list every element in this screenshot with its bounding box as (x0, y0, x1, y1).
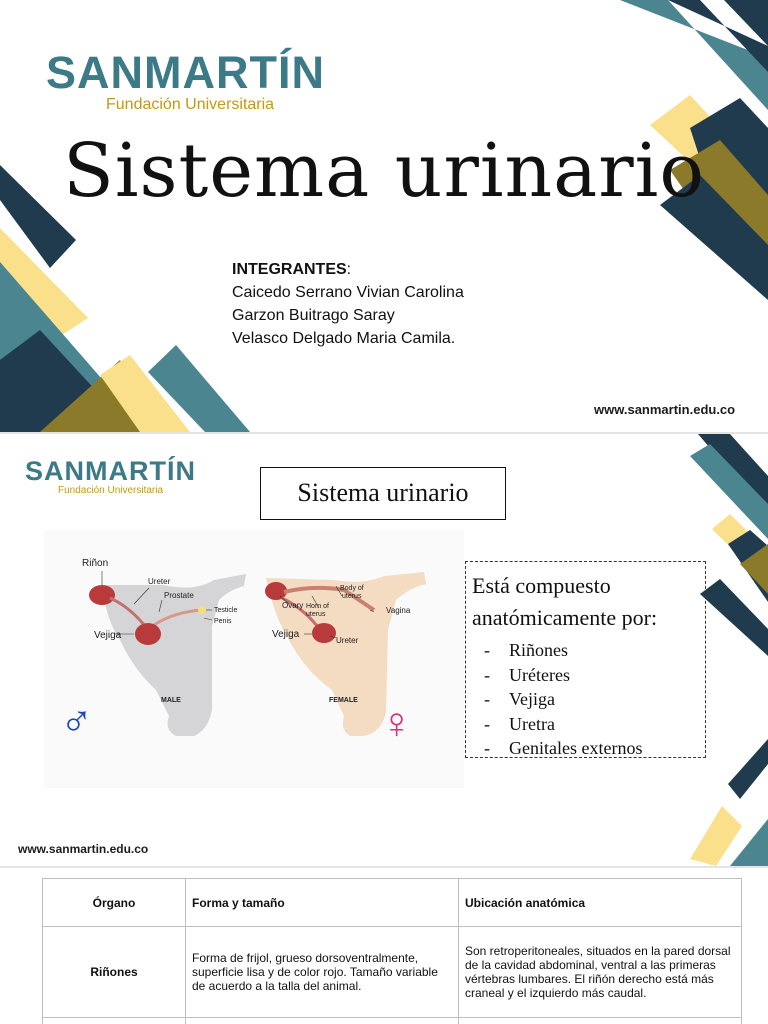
label-ureter: Ureter (148, 577, 171, 586)
list-item (484, 663, 697, 688)
organ-table-slide (0, 868, 768, 1024)
list-item (484, 638, 697, 663)
label-body-of-uterus-2: uterus (342, 593, 362, 600)
label-body-of-uterus: Body of (340, 585, 364, 592)
composition-lead: Está compuesto anatómicamente por: (472, 573, 658, 630)
member-name: Garzon Buitrago Saray (232, 307, 395, 324)
male-kidney (89, 585, 115, 605)
male-testicle (198, 606, 206, 614)
table-row (43, 927, 742, 1018)
list-dash-icon: - (484, 664, 490, 685)
brand-logo-subtitle: Fundación Universitaria (58, 485, 164, 496)
organ-item: Uretra (509, 713, 555, 734)
cell-organ: Riñones (43, 927, 186, 1018)
urinary-anatomy-diagram (44, 530, 464, 788)
label-penis: Penis (214, 618, 232, 625)
header-location: Ubicación anatómica (459, 879, 742, 927)
label-kidney: Riñon (82, 558, 109, 569)
member-name: Velasco Delgado Maria Camila. (232, 330, 456, 347)
member-name: Caicedo Serrano Vivian Carolina (232, 284, 464, 301)
brand-logo[interactable]: SANMARTÍN (46, 47, 325, 98)
label-horn-of-uterus-2: uterus (306, 611, 326, 618)
label-ureter-female: Ureter (336, 636, 359, 645)
female-bladder (312, 623, 336, 643)
organ-item: Uréteres (509, 664, 570, 685)
header-shape-size: Forma y tamaño (186, 879, 459, 927)
label-testicle: Testicle (214, 607, 238, 614)
brand-logo-subtitle: Fundación Universitaria (106, 96, 275, 113)
slide-title: Sistema urinario (260, 467, 506, 520)
title-slide (0, 0, 768, 432)
table-row (43, 1018, 742, 1024)
list-item (484, 712, 697, 737)
label-ovary: Ovary (282, 601, 304, 610)
cell-location: Son retroperitoneales, situados en la pared dorsal de la cavidad abdominal, ventral a las primeras vértebras lumbares. El riñón derecho está más craneal y el izquierdo más caudal. (459, 927, 742, 1018)
list-item (484, 736, 697, 761)
organ-item: Genitales externos (509, 738, 643, 759)
slide-title: Sistema urinario (63, 128, 705, 214)
label-bladder-male: Vejiga (94, 630, 122, 641)
organ-list (472, 638, 697, 761)
brand-logo[interactable]: SANMARTÍN (25, 456, 196, 486)
label-vagina: Vagina (386, 606, 411, 615)
list-dash-icon: - (484, 689, 490, 710)
label-female: FEMALE (329, 697, 358, 704)
table-header-row (43, 879, 742, 927)
website-link[interactable]: www.sanmartin.edu.co (594, 402, 736, 417)
composition-box (465, 561, 706, 758)
members-block (232, 258, 464, 350)
members-colon: : (346, 261, 352, 278)
organ-table (42, 878, 742, 1024)
label-bladder-female: Vejiga (272, 629, 300, 640)
label-male: MALE (161, 697, 181, 704)
list-dash-icon: - (484, 713, 490, 734)
list-item (484, 687, 697, 712)
cell-shape: Forma de frijol, grueso dorsoventralmente, superficie lisa y de color rojo. Tamaño variable de acuerdo a la talla del animal. (186, 927, 459, 1018)
organ-item: Vejiga (509, 689, 555, 710)
list-dash-icon: - (484, 738, 490, 759)
organ-item: Riñones (509, 640, 569, 660)
female-symbol-icon: ♀ (380, 699, 413, 748)
label-prostate: Prostate (164, 591, 194, 600)
composition-slide (0, 434, 768, 866)
list-dash-icon: - (484, 640, 490, 660)
label-horn-of-uterus: Horn of (306, 603, 329, 610)
male-symbol-icon: ♂ (60, 697, 93, 746)
header-organ: Órgano (43, 879, 186, 927)
male-bladder (135, 623, 161, 645)
members-header: INTEGRANTES (232, 261, 347, 278)
website-link[interactable]: www.sanmartin.edu.co (18, 842, 149, 856)
